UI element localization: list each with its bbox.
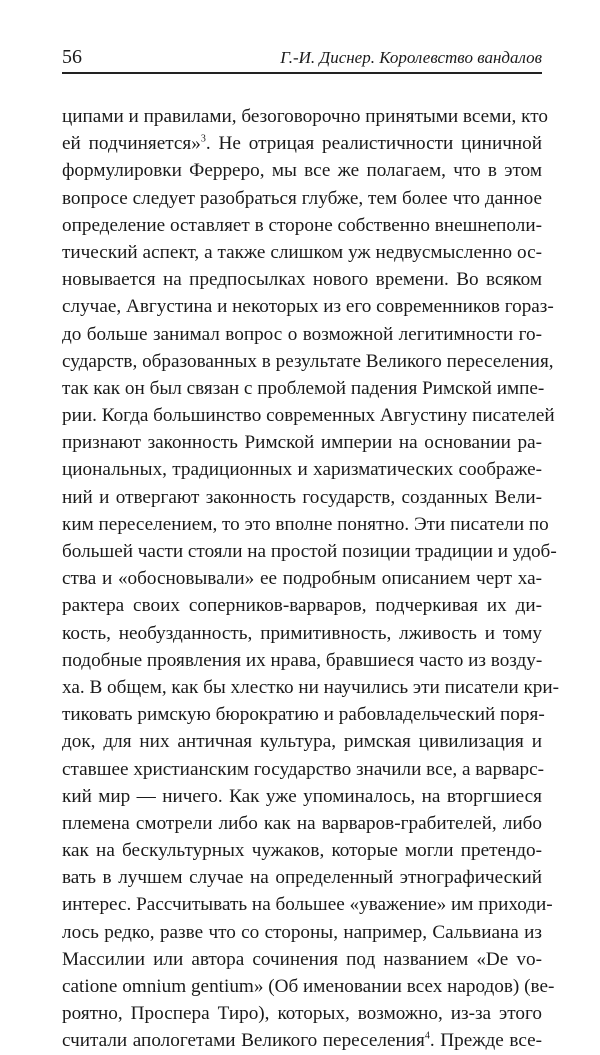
text-line: ким переселением, то это вполне понятно. Эти писатели по — [62, 513, 549, 535]
text-segment: . Не отрицая реалистичности циничной — [205, 133, 542, 155]
text-line: племена смотрели либо как на варваров-грабителей, либо — [62, 812, 542, 834]
text-line: циональных, традиционных и харизматических соображе- — [62, 459, 542, 481]
text-line: catione omnium gentium» (Об именовании всех народов) (ве- — [62, 976, 555, 997]
text-line: вать в лучшем случае на определенный этнографический — [62, 867, 542, 889]
text-line: ставшее христианским государство значили все, а варварс- — [62, 758, 544, 780]
footnote-marker[interactable]: 4 — [424, 1030, 430, 1042]
text-line: вопросе следует разобраться глубже, тем более что данное — [62, 187, 542, 209]
text-line: признают законность Римской империи на основании ра- — [62, 432, 542, 454]
text-line: рии. Когда большинство современных Августину писателей — [62, 405, 555, 427]
text-line: ства и «обосновывали» ее подробным описанием черт ха- — [62, 568, 542, 590]
text-line: как на бескультурных чужаков, которые могли претендо- — [62, 840, 542, 862]
text-line: кий мир — ничего. Как уже упоминалось, на вторгшиеся — [62, 785, 542, 807]
text-line: ний и отвергают законность государств, созданных Вели- — [62, 486, 542, 508]
text-line: лось редко, разве что со стороны, например, Сальвиана из — [62, 921, 542, 943]
text-line: сударств, образованных в результате Великого переселения, — [62, 350, 554, 372]
text-line: случае, Августина и некоторых из его современников гораз- — [62, 296, 554, 318]
text-line: определение оставляет в стороне собственно внешнеполи- — [62, 214, 542, 236]
text-line — [62, 130, 542, 157]
header-rule — [62, 72, 542, 74]
text-segment: считали апологетами Великого переселения — [62, 1030, 425, 1052]
running-title: Г.-И. Диснер. Королевство вандалов — [280, 48, 542, 67]
text-line: большей части стояли на простой позиции традиции и удоб- — [62, 541, 557, 562]
body-text — [62, 103, 560, 1055]
page-header — [62, 44, 542, 74]
text-line: формулировки Ферреро, мы все же полагаем, что в этом — [62, 160, 542, 182]
text-line: кость, необузданность, примитивность, лживость и тому — [62, 622, 542, 644]
text-line: до больше занимал вопрос о возможной легитимности го- — [62, 323, 542, 345]
text-line: Массилии или автора сочинения под названием «De vo- — [62, 948, 542, 970]
text-line: док, для них античная культура, римская цивилизация и — [62, 731, 542, 753]
page-number: 56 — [62, 46, 82, 68]
text-line: интерес. Рассчитывать на большее «уважение» им приходи- — [62, 894, 553, 916]
text-line: ха. В общем, как бы хлестко ни научились эти писатели кри- — [62, 676, 560, 698]
text-segment: Прежде все- — [440, 1030, 543, 1052]
text-line — [62, 1027, 542, 1054]
text-segment: ей подчиняется» — [62, 133, 201, 155]
text-line: подобные проявления их нрава, бравшиеся часто из возду- — [62, 649, 543, 671]
text-line: ципами и правилами, безоговорочно принятыми всеми, кто — [62, 106, 548, 127]
text-segment: . — [429, 1030, 435, 1052]
text-line: роятно, Проспера Тиро), которых, возможно, из-за этого — [62, 1003, 542, 1025]
text-line: тический аспект, а также слишком уж недвусмысленно ос- — [62, 241, 542, 263]
text-line: новывается на предпосылках нового времени. Во всяком — [62, 269, 542, 291]
text-line: так как он был связан с проблемой падения Римской импе- — [62, 377, 545, 399]
text-line: рактера своих соперников-варваров, подчеркивая их ди- — [62, 595, 542, 617]
text-line: тиковать римскую бюрократию и рабовладельческий поря- — [62, 704, 545, 726]
footnote-marker[interactable]: 3 — [200, 133, 206, 145]
